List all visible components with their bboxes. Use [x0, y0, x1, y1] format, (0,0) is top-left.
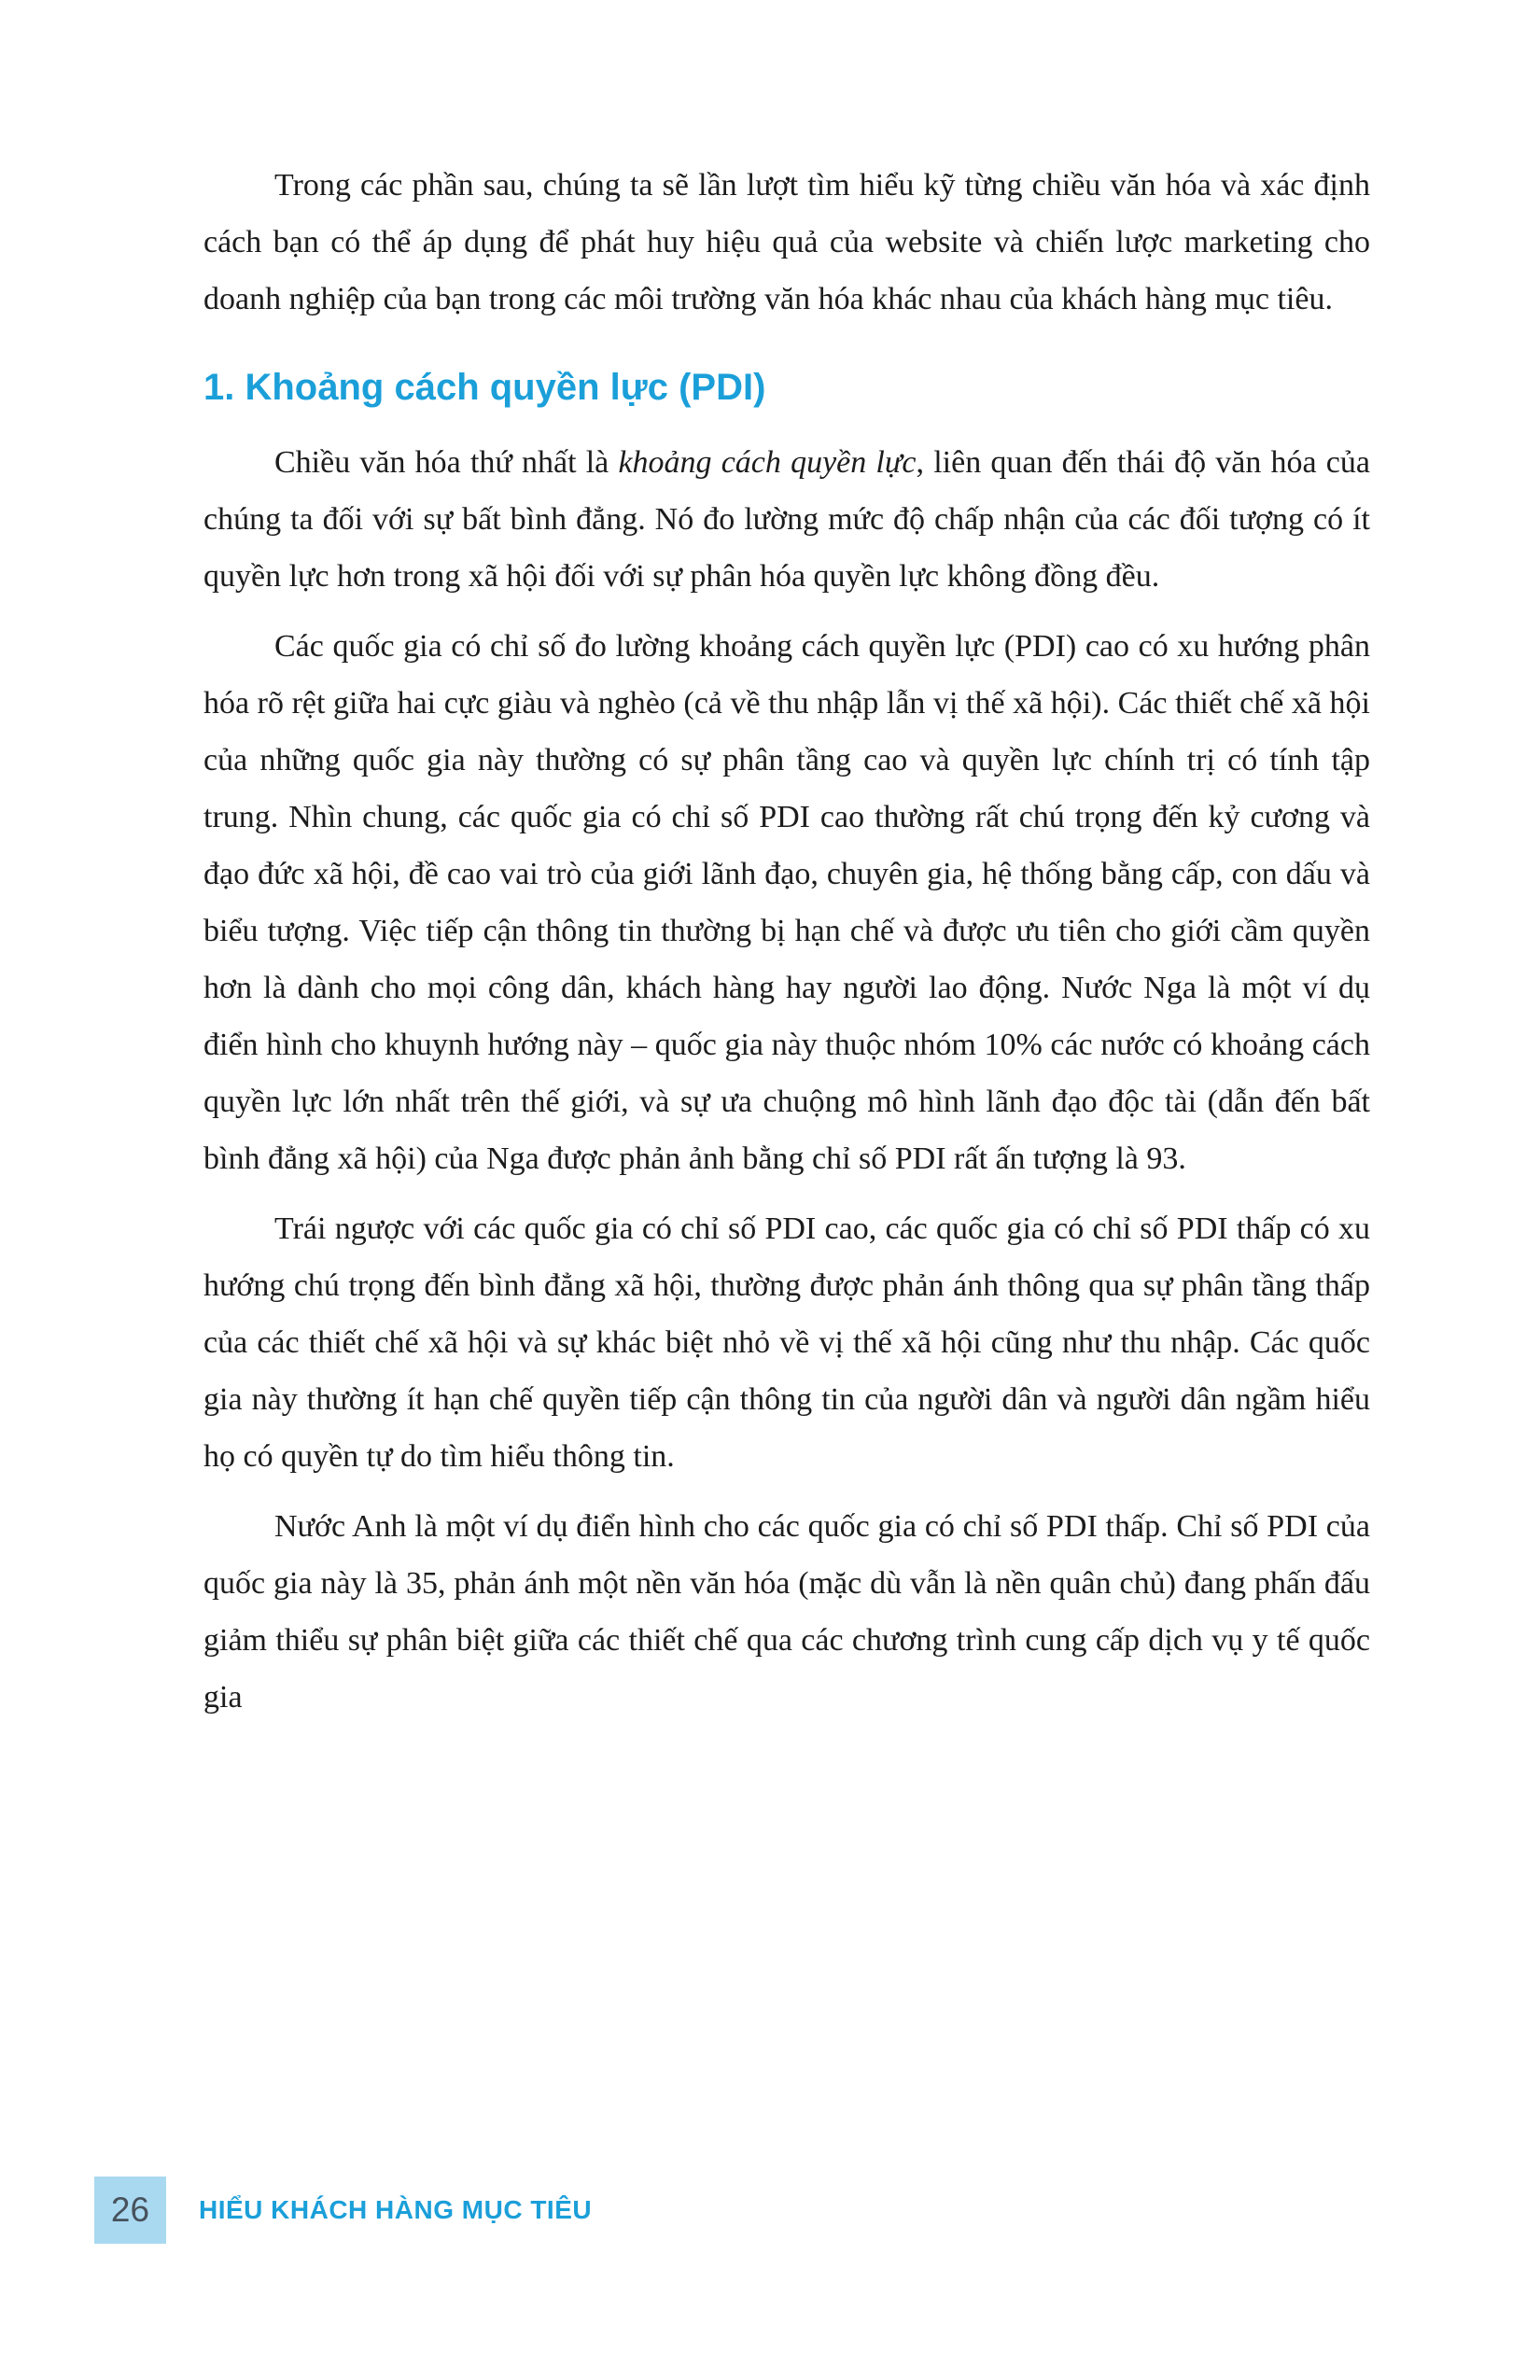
page-content [203, 157, 1370, 1739]
body-paragraph [203, 157, 1370, 328]
paragraph-text: Trong các phần sau, chúng ta sẽ lần lượt tìm hiểu kỹ từng chiều văn hóa và xác định cách bạn có thể áp dụng để phát huy hiệu quả của website và chiến lược marketing cho doanh nghiệp của bạn trong các môi trường văn hóa khác nhau của khách hàng mục tiêu. [203, 168, 1370, 316]
body-paragraph [203, 1498, 1370, 1726]
page-number: 26 [110, 2191, 150, 2229]
italic-text: khoảng cách quyền lực [618, 445, 917, 480]
paragraph-text: Trái ngược với các quốc gia có chỉ số PDI cao, các quốc gia có chỉ số PDI thấp có xu hướng chú trọng đến bình đẳng xã hội, thường được phản ánh thông qua sự phân tầng thấp của các thiết chế xã hội và sự khác biệt nhỏ về vị thế xã hội cũng như thu nhập. Các quốc gia này thường ít hạn chế quyền tiếp cận thông tin của người dân và người dân ngầm hiểu họ có quyền tự do tìm hiểu thông tin. [203, 1211, 1370, 1474]
paragraph-text: Chiều văn hóa thứ nhất là [274, 445, 619, 480]
page-number-block [94, 2177, 166, 2244]
paragraph-text: Các quốc gia có chỉ số đo lường khoảng cách quyền lực (PDI) cao có xu hướng phân hóa rõ rệt giữa hai cực giàu và nghèo (cả về thu nhập lẫn vị thế xã hội). Các thiết chế xã hội của những quốc gia này thường có sự phân tầng cao và quyền lực chính trị có tính tập trung. Nhìn chung, các quốc gia có chỉ số PDI cao thường rất chú trọng đến kỷ cương và đạo đức xã hội, đề cao vai trò của giới lãnh đạo, chuyên gia, hệ thống bằng cấp, con dấu và biểu tượng. Việc tiếp cận thông tin thường bị hạn chế và được ưu tiên cho giới cầm quyền hơn là dành cho mọi công dân, khách hàng hay người lao động. Nước Nga là một ví dụ điển hình cho khuynh hướng này – quốc gia này thuộc nhóm 10% các nước có khoảng cách quyền lực lớn nhất trên thế giới, và sự ưa chuộng mô hình lãnh đạo độc tài (dẫn đến bất bình đẳng xã hội) của Nga được phản ảnh bằng chỉ số PDI rất ấn tượng là 93. [203, 629, 1370, 1176]
paragraph-text: , liên quan đến thái độ văn hóa của chúng ta đối với sự bất bình đẳng. Nó đo lường mức độ chấp nhận của các đối tượng có ít quyền lực hơn trong xã hội đối với sự phân hóa quyền lực không đồng đều. [203, 445, 1370, 594]
body-paragraph [203, 618, 1370, 1187]
section-heading: 1. Khoảng cách quyền lực (PDI) [203, 367, 766, 408]
body-paragraph [203, 1200, 1370, 1485]
paragraph-text: Nước Anh là một ví dụ điển hình cho các quốc gia có chỉ số PDI thấp. Chỉ số PDI của quốc gia này là 35, phản ánh một nền văn hóa (mặc dù vẫn là nền quân chủ) đang phấn đấu giảm thiểu sự phân biệt giữa các thiết chế qua các chương trình cung cấp dịch vụ y tế quốc gia [203, 1509, 1370, 1715]
body-paragraph [203, 434, 1370, 605]
running-title: HIỂU KHÁCH HÀNG MỤC TIÊU [199, 2195, 593, 2224]
page-footer [0, 2177, 1540, 2244]
